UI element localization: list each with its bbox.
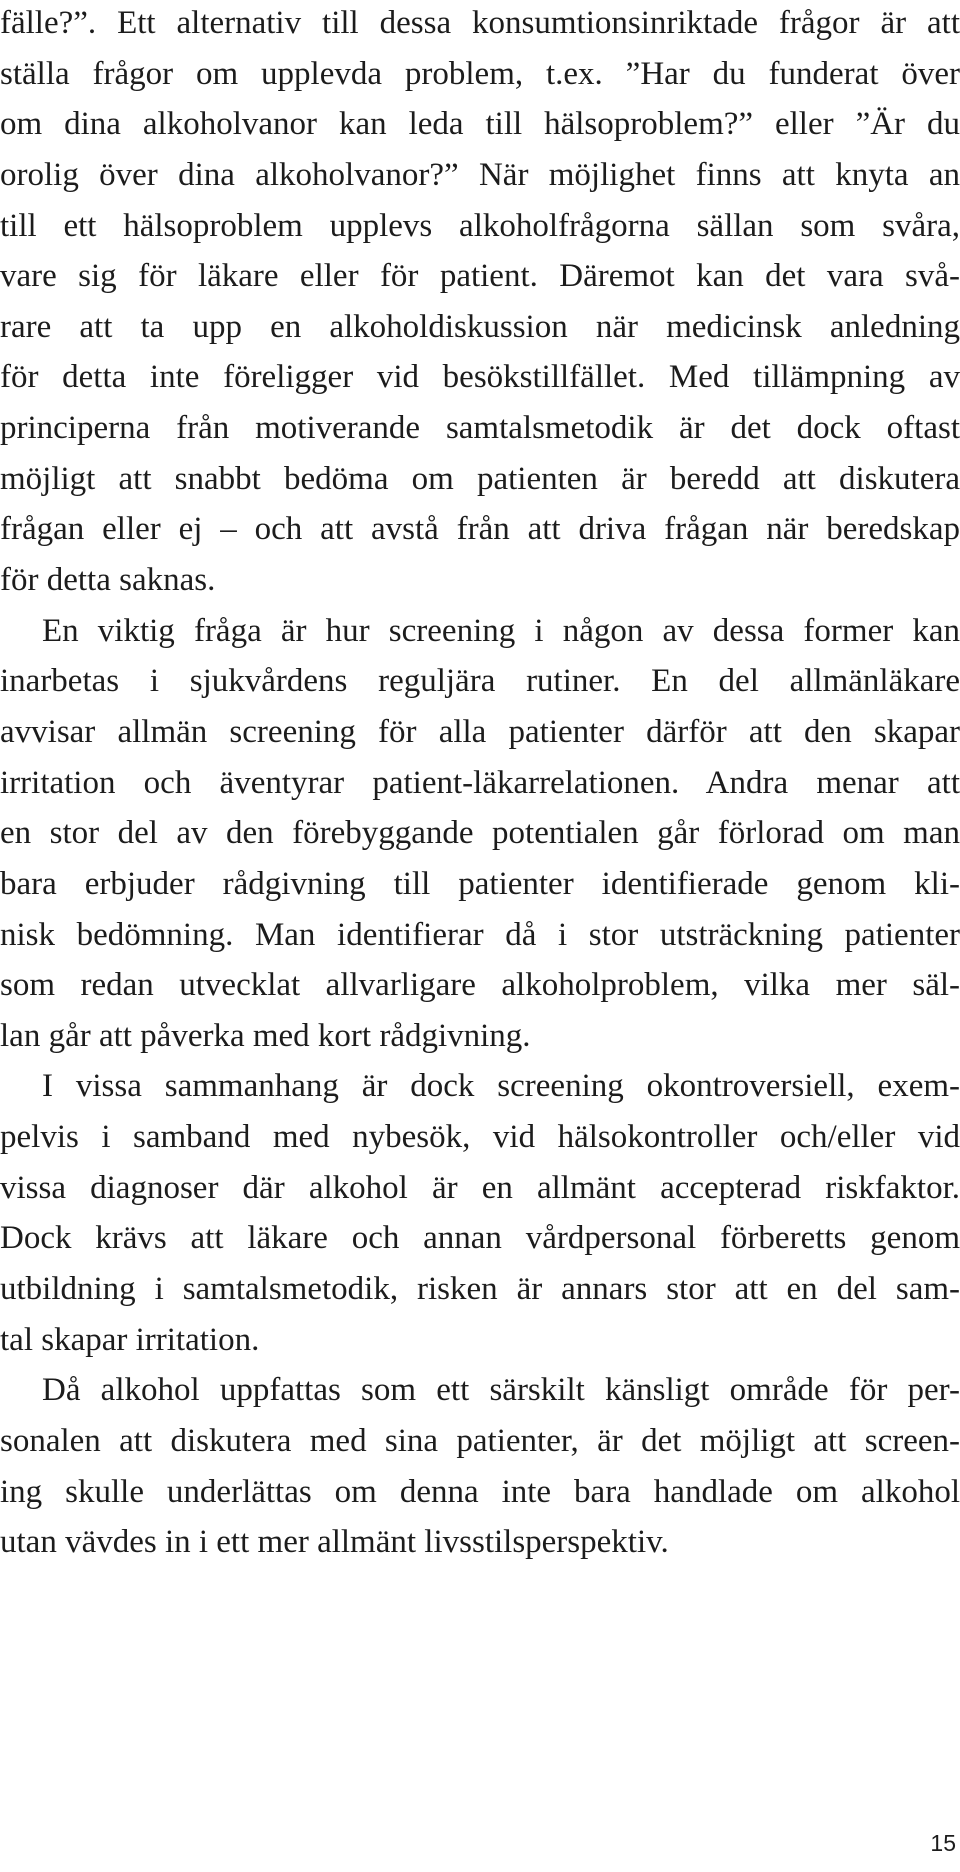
text-line: inarbetas i sjukvårdens reguljära rutiner. En del allmänläkare [0, 663, 960, 700]
text-line: för detta inte föreligger vid besökstillfället. Med tillämpning av [0, 359, 960, 396]
text-line: en stor del av den förebyggande potentialen går förlorad om man [0, 815, 960, 852]
text-line: Då alkohol uppfattas som ett särskilt känsligt område för per- [42, 1372, 960, 1409]
text-line: utbildning i samtalsmetodik, risken är annars stor att en del sam- [0, 1271, 960, 1308]
text-line: om dina alkoholvanor kan leda till hälsoproblem?” eller ”Är du [0, 106, 960, 143]
text-line: nisk bedömning. Man identifierar då i stor utsträckning patienter [0, 916, 960, 953]
text-line: bara erbjuder rådgivning till patienter identifierade genom kli- [0, 865, 960, 902]
text-line: orolig över dina alkoholvanor?” När möjlighet finns att knyta an [0, 156, 960, 193]
text-line: vare sig för läkare eller för patient. Däremot kan det vara svå- [0, 258, 960, 295]
text-line: rare att ta upp en alkoholdiskussion när medicinsk anledning [0, 308, 960, 345]
text-line: möjligt att snabbt bedöma om patienten är beredd att diskutera [0, 460, 960, 497]
text-line: principerna från motiverande samtalsmetodik är det dock oftast [0, 410, 960, 447]
text-line: pelvis i samband med nybesök, vid hälsokontroller och/eller vid [0, 1119, 960, 1156]
text-line: fälle?”. Ett alternativ till dessa konsumtionsinriktade frågor är att [0, 5, 960, 41]
text-line: avvisar allmän screening för alla patienter därför att den skapar [0, 713, 960, 750]
text-line: utan vävdes in i ett mer allmänt livsstilsperspektiv. [0, 1524, 669, 1561]
text-line: Dock krävs att läkare och annan vårdpersonal förberetts genom [0, 1220, 960, 1257]
text-line: ing skulle underlättas om denna inte bara handlade om alkohol [0, 1473, 960, 1510]
text-line: I vissa sammanhang är dock screening okontroversiell, exem- [42, 1068, 960, 1105]
text-line: ställa frågor om upplevda problem, t.ex. ”Har du funderat över [0, 55, 960, 92]
page-number: 15 [930, 1830, 956, 1856]
text-line: vissa diagnoser där alkohol är en allmänt accepterad riskfaktor. [0, 1169, 960, 1206]
text-line: En viktig fråga är hur screening i någon av dessa former kan [42, 612, 960, 649]
text-line: irritation och äventyrar patient-läkarrelationen. Andra menar att [0, 764, 960, 801]
text-line: tal skapar irritation. [0, 1321, 260, 1358]
text-line: frågan eller ej – och att avstå från att driva frågan när beredskap [0, 511, 960, 548]
text-line: som redan utvecklat allvarligare alkoholproblem, vilka mer säl- [0, 967, 960, 1004]
text-line: för detta saknas. [0, 562, 216, 599]
text-line: till ett hälsoproblem upplevs alkoholfrågorna sällan som svåra, [0, 207, 960, 244]
text-line: lan går att påverka med kort rådgivning. [0, 1017, 531, 1054]
text-line: sonalen att diskutera med sina patienter, är det möjligt att screen- [0, 1422, 960, 1459]
